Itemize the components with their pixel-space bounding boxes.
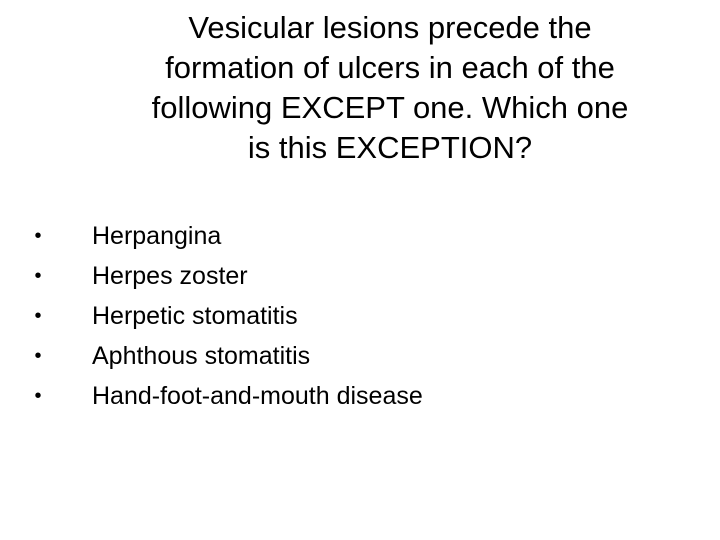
question-title [100, 8, 680, 168]
bullet-icon: • [34, 265, 42, 287]
option-herpangina: Herpangina [92, 222, 222, 250]
title-line-4: is this EXCEPTION? [247, 130, 533, 165]
title-line-1: Vesicular lesions precede the [188, 10, 592, 45]
option-herpes-zoster: Herpes zoster [92, 262, 248, 290]
bullet-icon: • [34, 345, 42, 367]
bullet-icon: • [34, 225, 42, 247]
title-line-2: formation of ulcers in each of the [165, 50, 615, 85]
bullet-icon: • [34, 385, 42, 407]
bullet-icon: • [34, 305, 42, 327]
option-hand-foot-and-mouth-disease: Hand-foot-and-mouth disease [92, 382, 423, 410]
option-aphthous-stomatitis: Aphthous stomatitis [92, 342, 311, 370]
title-line-3: following EXCEPT one. Which one [151, 90, 629, 125]
option-herpetic-stomatitis: Herpetic stomatitis [92, 302, 298, 330]
